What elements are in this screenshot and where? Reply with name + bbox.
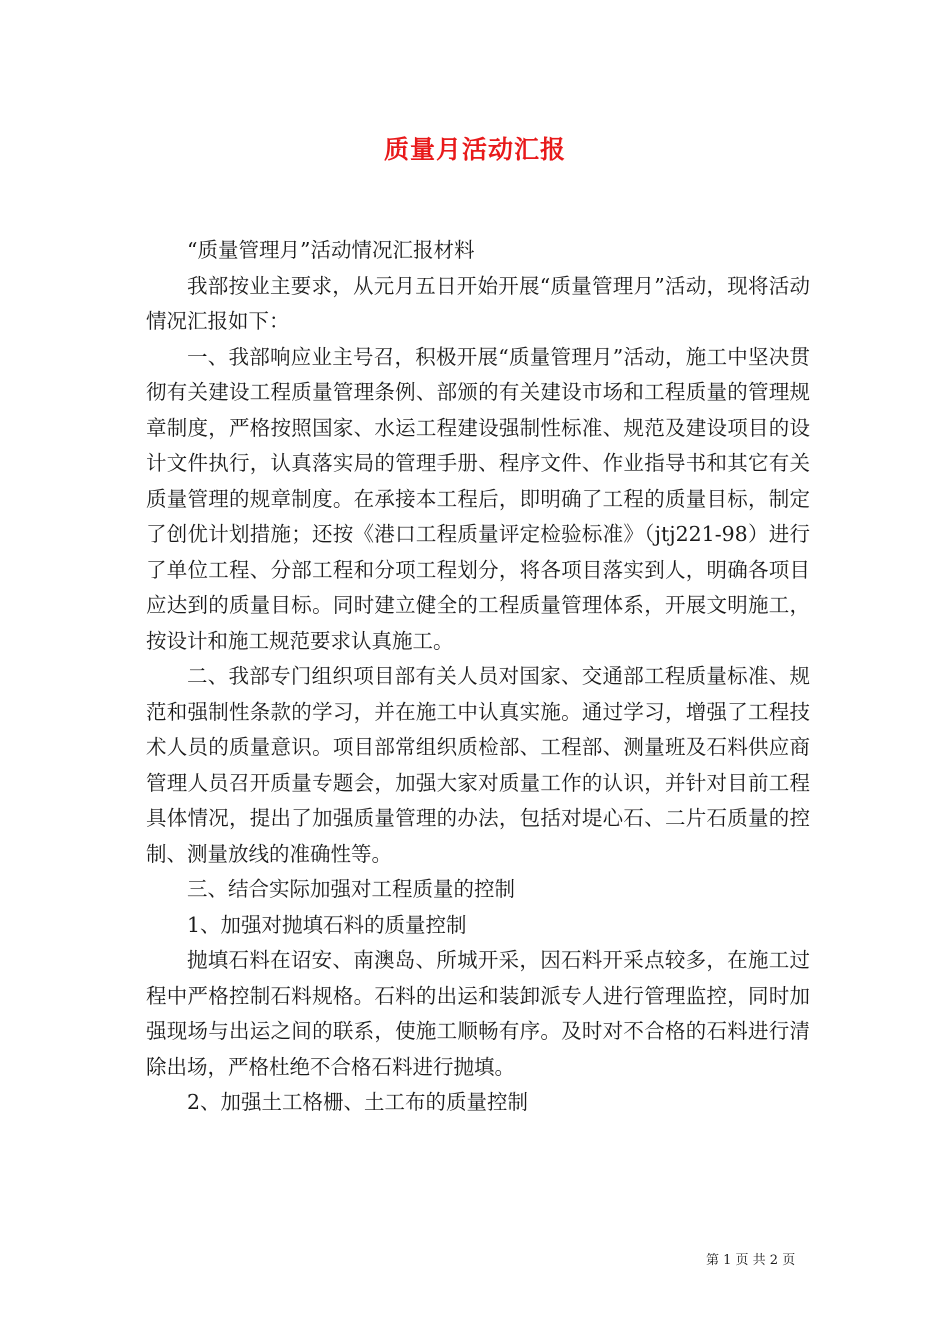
paragraph-subtitle: “质量管理月”活动情况汇报材料 bbox=[187, 238, 475, 262]
paragraph-section-2: 二、我部专门组织项目部有关人员对国家、交通部工程质量标准、规范和强制性条款的学习，并在施工中认真实施。通过学习，增强了工程技术人员的质量意识。项目部常组织质检部、工程部、测量班及石料供应商管理人员召开质量专题会，加强大家对质量工作的认识，并针对目前工程具体情况，提出了加强质量管理的办法，包括对堤心石、二片石质量的控制、测量放线的准确性等。 bbox=[146, 664, 810, 866]
paragraph-section-1: 一、我部响应业主号召，积极开展“质量管理月”活动，施工中坚决贯彻有关建设工程质量管理条例、部颁的有关建设市场和工程质量的管理规章制度，严格按照国家、水运工程建设强制性标准、规范及建设项目的设计文件执行，认真落实局的管理手册、程序文件、作业指导书和其它有关质量管理的规章制度。在承接本工程后，即明确了工程的质量目标，制定了创优计划措施；还按《港口工程质量评定检验标准》（jtj221-98）进行了单位工程、分部工程和分项工程划分，将各项目落实到人，明确各项目应达到的质量目标。同时建立健全的工程质量管理体系，开展文明施工，按设计和施工规范要求认真施工。 bbox=[146, 344, 810, 653]
paragraph-subsection-1-heading: 1、加强对抛填石料的质量控制 bbox=[187, 912, 467, 937]
paragraph-subsection-1-body: 抛填石料在诏安、南澳岛、所城开采，因石料开采点较多，在施工过程中严格控制石料规格。石料的出运和装卸派专人进行管理监控，同时加强现场与出运之间的联系，使施工顺畅有序。及时对不合格的石料进行清除出场，严格杜绝不合格石料进行抛填。 bbox=[146, 948, 810, 1079]
document-title: 质量月活动汇报 bbox=[383, 135, 566, 164]
paragraph-intro: 我部按业主要求，从元月五日开始开展“质量管理月”活动，现将活动情况汇报如下： bbox=[146, 273, 810, 333]
document-body bbox=[146, 233, 810, 1121]
paragraph-section-3-heading: 三、结合实际加强对工程质量的控制 bbox=[187, 877, 515, 901]
page-number-footer: 第 1 页 共 2 页 bbox=[706, 1253, 796, 1268]
paragraph-subsection-2-heading: 2、加强土工格栅、土工布的质量控制 bbox=[187, 1090, 529, 1114]
